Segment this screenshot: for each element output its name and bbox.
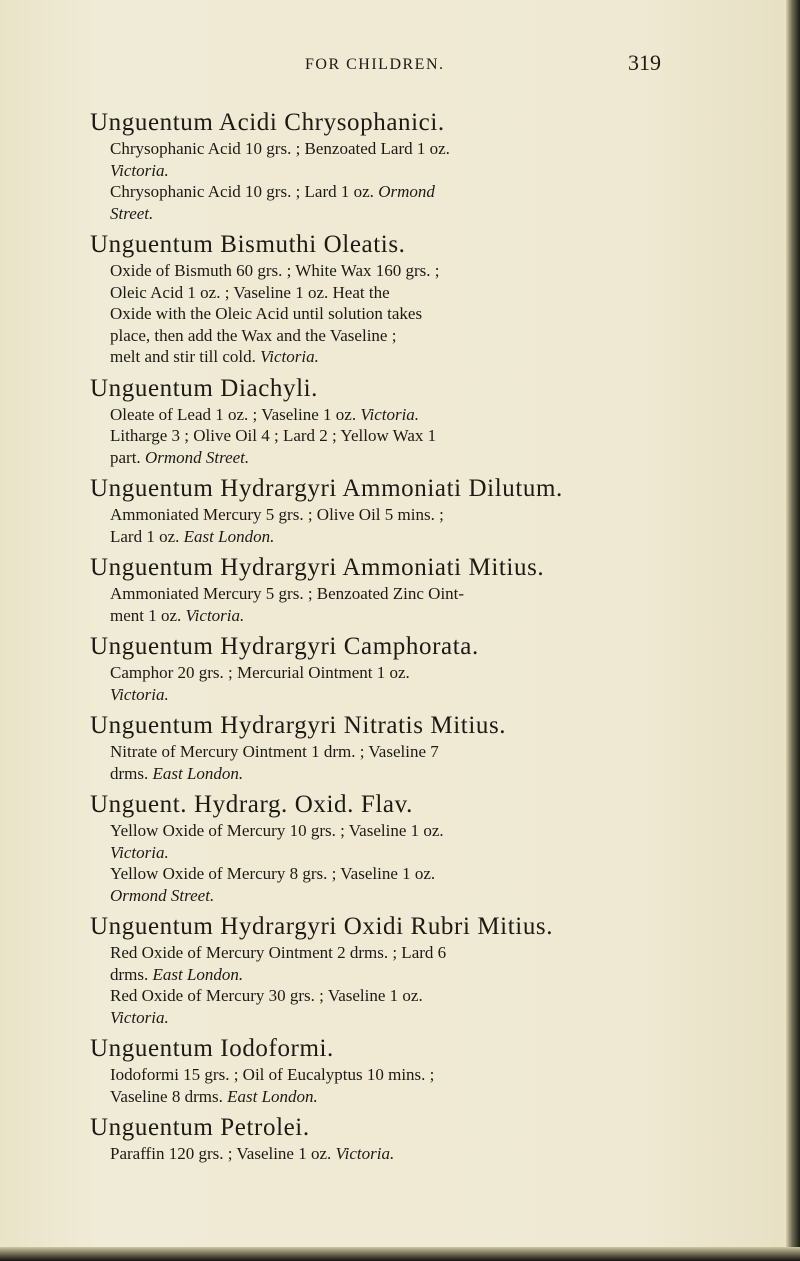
recipe-line [90,964,780,986]
recipe-ingredients: Vaseline 8 drms. [110,1086,228,1106]
recipe-title: Unguentum Hydrargyri Ammoniati Dilutum. [90,475,563,502]
recipe-entry [90,1034,780,1107]
recipe-line [90,203,780,225]
hospital-source: Victoria. [110,842,169,862]
recipe-entry [90,108,780,224]
recipe-line [90,763,780,785]
recipe-entry [90,553,780,626]
recipe-ingredients: Oxide of Bismuth 60 grs. ; White Wax 160 grs. ; [110,261,440,280]
hospital-source: Street. [110,203,154,223]
recipe-line [90,325,780,347]
recipe-line [90,504,780,526]
recipe-ingredients: Oleic Acid 1 oz. ; Vaseline 1 oz. Heat the [110,282,390,302]
recipe-ingredients: Oxide with the Oleic Acid until solution takes [110,304,423,323]
recipe-title: Unguentum Diachyli. [90,374,319,402]
recipe-ingredients: Red Oxide of Mercury Ointment 2 drms. ; Lard 6 [110,943,447,962]
hospital-source: Victoria. [260,347,319,366]
recipe-title: Unguentum Bismuthi Oleatis. [90,231,406,258]
recipe-title: Unguent. Hydrarg. Oxid. Flav. [90,791,413,818]
recipe-entry [90,474,780,547]
hospital-source: Victoria. [185,605,245,625]
recipe-line [90,942,780,964]
recipe-ingredients: drms. [110,763,153,783]
recipe-ingredients: Paraffin 120 grs. ; Vaseline 1 oz. [110,1144,336,1163]
recipe-line [90,885,780,907]
page-bottom-shadow [0,1247,800,1261]
recipe-ingredients: Ammoniated Mercury 5 grs. ; Benzoated Zinc Oint- [110,584,465,603]
recipe-entry [90,1113,780,1165]
recipe-line [90,181,780,203]
recipe-line [90,662,780,684]
hospital-source: East London. [183,526,275,546]
recipe-line [90,1064,780,1086]
recipe-ingredients: Red Oxide of Mercury 30 grs. ; Vaseline 1 oz. [110,986,423,1005]
recipe-line [90,160,780,182]
recipe-line [90,820,780,842]
recipe-ingredients: Lard 1 oz. [110,526,184,546]
hospital-source: Victoria. [110,684,169,704]
recipe-ingredients: Yellow Oxide of Mercury 8 grs. ; Vaseline 1 oz. [110,864,436,883]
recipe-ingredients: Chrysophanic Acid 10 grs. ; Lard 1 oz. [110,182,379,201]
hospital-source: Ormond Street. [144,447,250,467]
recipe-ingredients: Iodoformi 15 grs. ; Oil of Eucalyptus 10 mins. ; [110,1065,435,1084]
recipe-line [90,1143,780,1165]
recipe-line [90,684,780,706]
recipe-line [90,863,780,885]
recipe-ingredients: Chrysophanic Acid 10 grs. ; Benzoated Lard 1 oz. [110,139,450,158]
hospital-source: Victoria. [110,160,169,180]
recipe-line [90,842,780,864]
page-header [0,42,800,82]
page-body [90,108,780,1171]
running-head: FOR CHILDREN. [305,56,445,73]
recipe-entry [90,230,780,368]
recipe-ingredients: place, then add the Wax and the Vaseline ; [110,325,397,345]
recipe-entry [90,711,780,784]
recipe-ingredients: Camphor 20 grs. ; Mercurial Ointment 1 oz. [110,663,410,682]
recipe-entry [90,374,780,469]
recipe-title: Unguentum Hydrargyri Oxidi Rubri Mitius. [90,913,554,940]
recipe-ingredients: part. [110,447,145,467]
recipe-line [90,404,780,426]
recipe-line [90,985,780,1007]
recipe-ingredients: Oleate of Lead 1 oz. ; Vaseline 1 oz. [110,404,361,424]
hospital-source: East London. [152,763,244,783]
page-number: 319 [628,50,661,75]
recipe-line [90,303,780,325]
recipe-line [90,1086,780,1108]
recipe-line [90,605,780,627]
recipe-title: Unguentum Petrolei. [90,1114,310,1141]
hospital-source: Victoria. [360,404,420,424]
recipe-ingredients: Ammoniated Mercury 5 grs. ; Olive Oil 5 mins. ; [110,505,444,524]
recipe-title: Unguentum Hydrargyri Nitratis Mitius. [90,712,507,739]
recipe-line [90,425,780,447]
recipe-line [90,1007,780,1029]
recipe-line [90,447,780,469]
hospital-source: Victoria. [110,1007,169,1027]
recipe-entry [90,790,780,906]
recipe-title: Unguentum Iodoformi. [90,1035,334,1062]
hospital-source: East London. [152,964,244,984]
recipe-line [90,741,780,763]
hospital-source: East London. [227,1086,318,1106]
recipe-title: Unguentum Acidi Chrysophanici. [90,109,445,136]
hospital-source: Ormond [378,182,435,201]
recipe-ingredients: ment 1 oz. [110,605,186,625]
recipe-ingredients: melt and stir till cold. [110,347,261,366]
recipe-line [90,583,780,605]
recipe-line [90,282,780,304]
recipe-entry [90,912,780,1028]
recipe-ingredients: Litharge 3 ; Olive Oil 4 ; Lard 2 ; Yellow Wax 1 [110,426,437,445]
recipe-line [90,138,780,160]
recipe-line [90,260,780,282]
hospital-source: Ormond Street. [110,885,215,905]
recipe-line [90,346,780,368]
recipe-line [90,526,780,548]
recipe-title: Unguentum Hydrargyri Camphorata. [90,633,479,660]
recipe-title: Unguentum Hydrargyri Ammoniati Mitius. [90,554,545,581]
page-edge-shadow [786,0,800,1261]
recipe-ingredients: Yellow Oxide of Mercury 10 grs. ; Vaseline 1 oz. [110,821,444,840]
recipe-ingredients: drms. [110,964,153,984]
recipe-entry [90,632,780,705]
recipe-ingredients: Nitrate of Mercury Ointment 1 drm. ; Vaseline 7 [110,742,439,761]
hospital-source: Victoria. [335,1144,395,1163]
